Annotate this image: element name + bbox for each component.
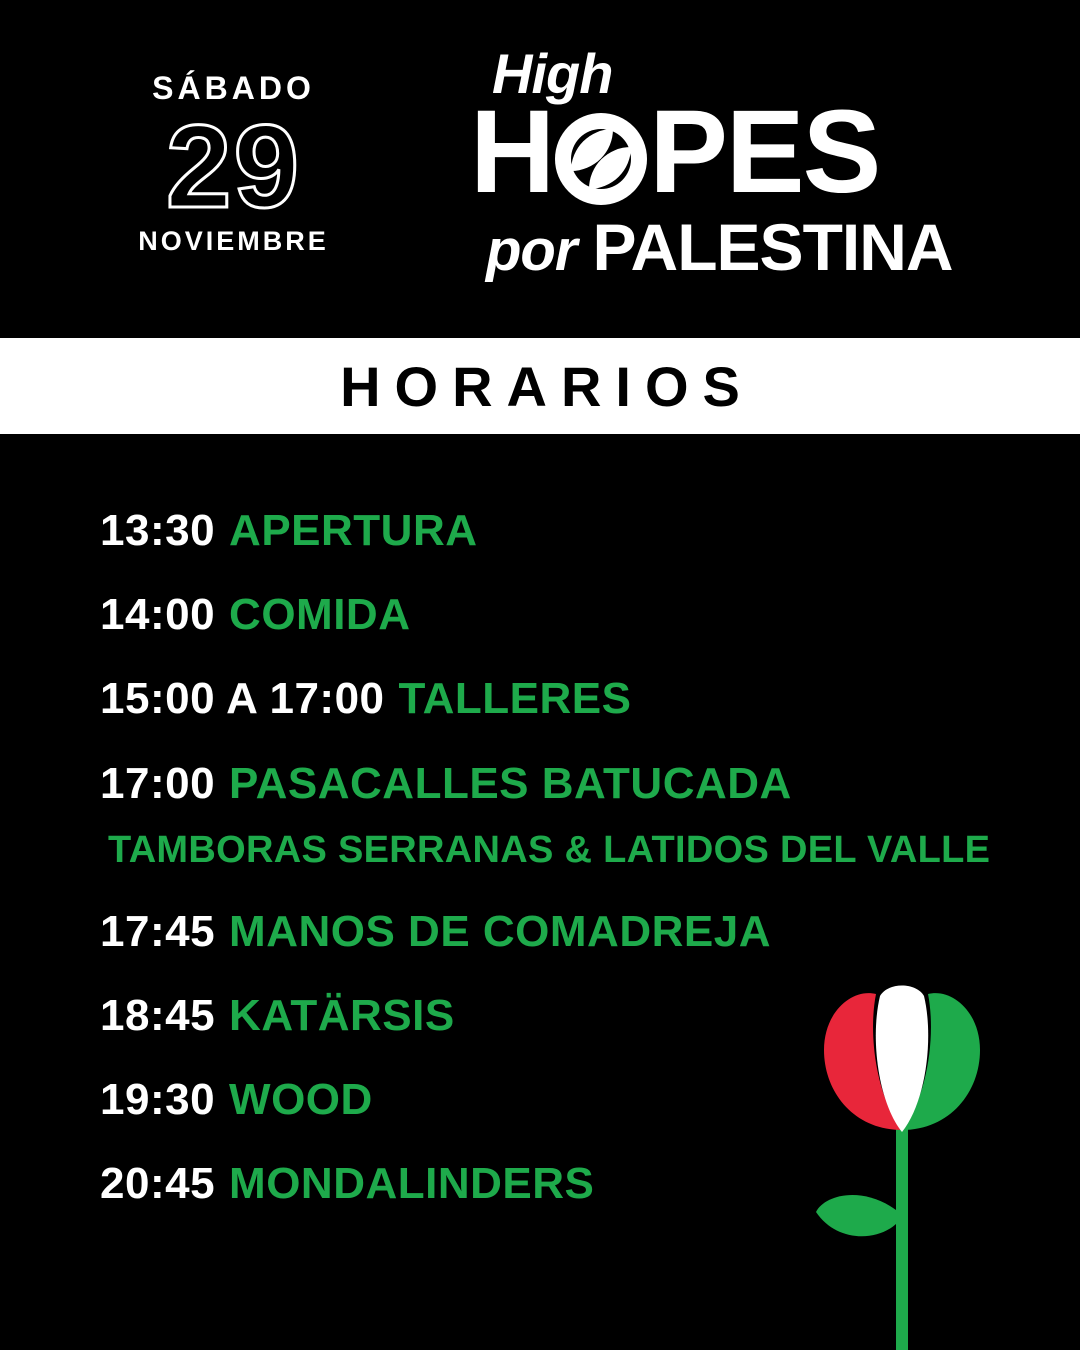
schedule-item-name: MANOS DE COMADREJA bbox=[229, 906, 771, 956]
schedule-item-name: COMIDA bbox=[229, 590, 411, 640]
schedule-item-name: MONDALINDERS bbox=[229, 1159, 595, 1209]
schedule-item-name: KATÄRSIS bbox=[229, 990, 455, 1040]
schedule-item bbox=[100, 1077, 1080, 1123]
event-day-number: 29 bbox=[165, 101, 302, 233]
schedule-item bbox=[100, 758, 1080, 871]
logo-hopes-left: H bbox=[470, 86, 554, 218]
logo-high-text: High bbox=[492, 42, 613, 105]
schedule-item bbox=[100, 990, 1080, 1040]
poster-header bbox=[0, 0, 1080, 338]
schedule-item-time: 13:30 bbox=[100, 506, 216, 555]
logo-subtitle bbox=[486, 210, 1010, 285]
schedule-item bbox=[100, 906, 1080, 956]
schedule-item-time: 15:00 A 17:00 bbox=[100, 674, 385, 724]
schedule-banner bbox=[0, 338, 1080, 434]
schedule-item-time: 17:45 bbox=[100, 906, 216, 956]
logo-hopes-right: PES bbox=[649, 86, 880, 218]
logo-palestina-text: PALESTINA bbox=[592, 210, 953, 285]
schedule-item bbox=[100, 676, 1080, 722]
schedule-item-name: WOOD bbox=[229, 1075, 373, 1125]
event-date bbox=[126, 72, 341, 255]
schedule-item-time: 18:45 bbox=[100, 990, 216, 1040]
schedule-item bbox=[100, 508, 1080, 554]
logo-hopes-text bbox=[470, 86, 1010, 218]
schedule-item-time: 20:45 bbox=[100, 1159, 216, 1209]
schedule-item-subtitle: TAMBORAS SERRANAS & LATIDOS DEL VALLE bbox=[108, 828, 991, 871]
schedule-item-name: APERTURA bbox=[229, 506, 478, 555]
schedule-item-name: PASACALLES BATUCADA bbox=[229, 758, 792, 808]
logo-o-swirl-icon bbox=[555, 113, 647, 205]
schedule-item bbox=[100, 1161, 1080, 1207]
schedule-item-time: 19:30 bbox=[100, 1075, 216, 1125]
logo-por-text: por bbox=[486, 218, 577, 284]
schedule-item-name: TALLERES bbox=[398, 674, 632, 724]
schedule-item-time: 14:00 bbox=[100, 590, 216, 640]
schedule-list bbox=[0, 434, 1080, 1207]
schedule-item bbox=[100, 592, 1080, 638]
event-weekday: SÁBADO bbox=[152, 70, 315, 106]
schedule-item-time: 17:00 bbox=[100, 758, 216, 808]
event-logo bbox=[470, 42, 1010, 285]
schedule-banner-title: HORARIOS bbox=[340, 354, 754, 418]
event-month: NOVIEMBRE bbox=[138, 226, 329, 256]
